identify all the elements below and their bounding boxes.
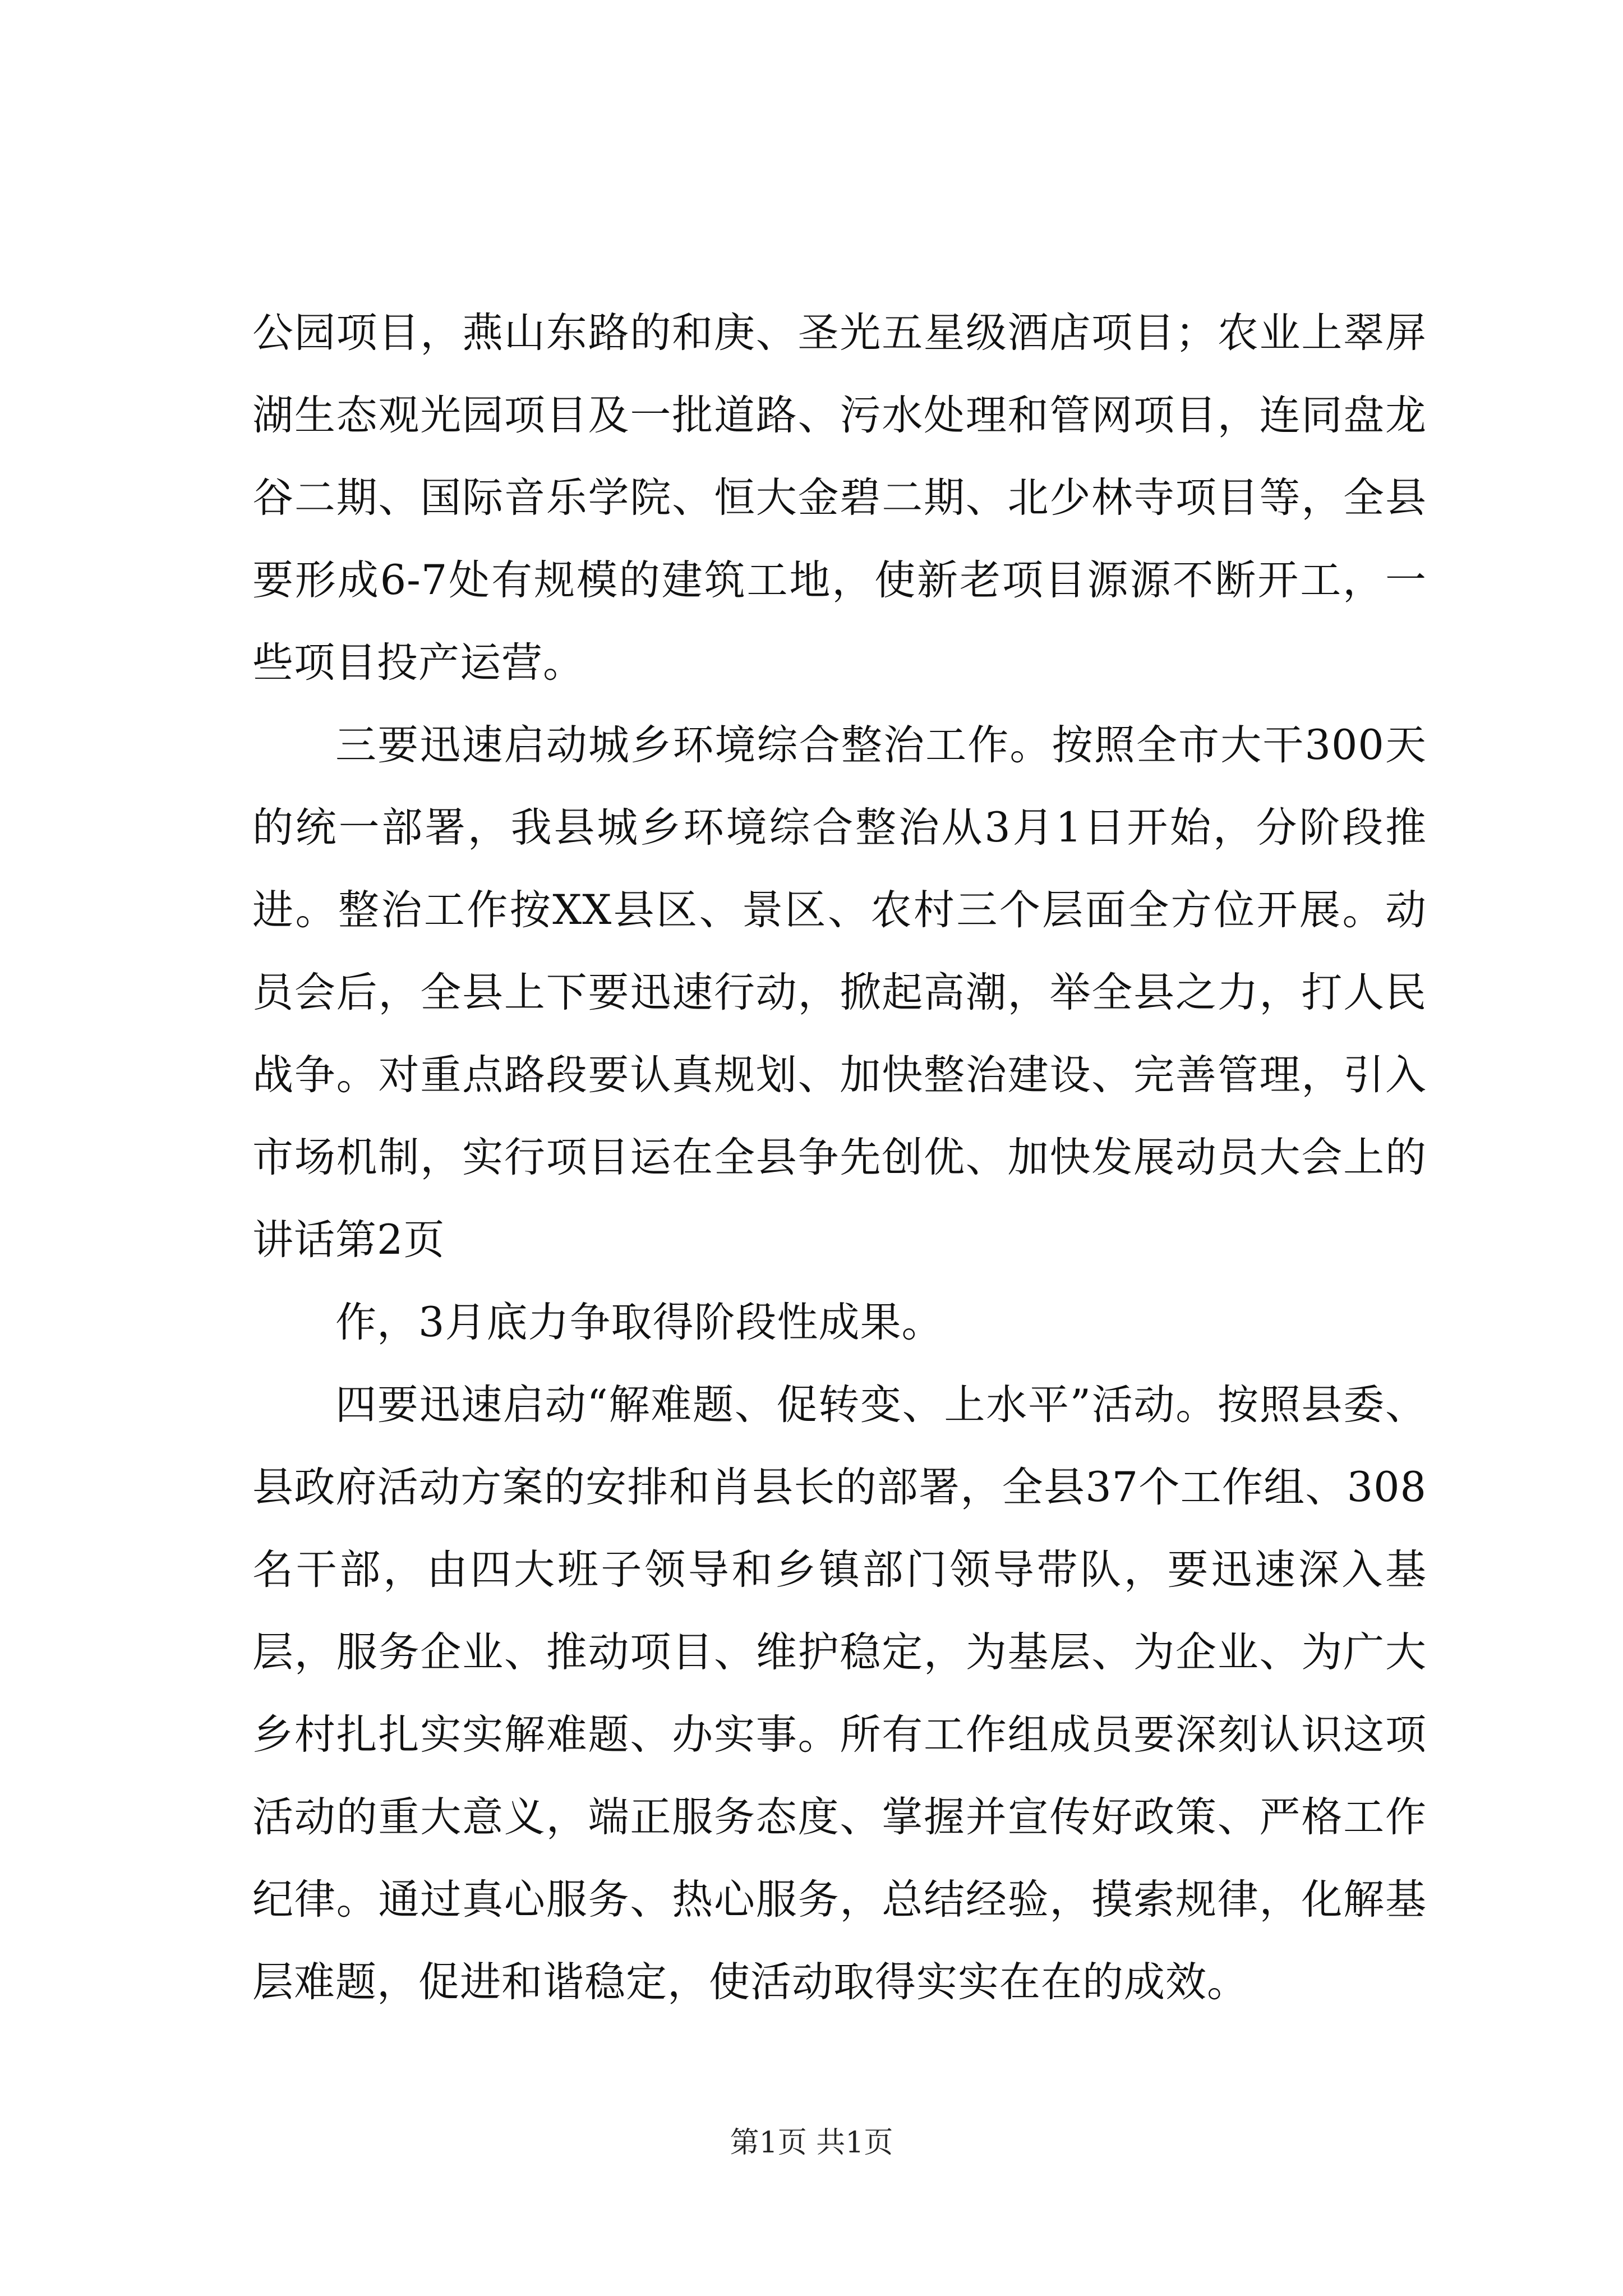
- paragraph-solve-problems-activity: 四要迅速启动“解难题、促转变、上水平”活动。按照县委、县政府活动方案的安排和肖县长的部署，全县37个工作组、308名干部，由四大班子领导和乡镇部门领导带队，要迅速深入基层，服务企业、推动项目、维护稳定，为基层、为企业、为广大乡村扎扎实实解难题、办实事。所有工作组成员要深刻认识这项活动的重大意义，端正服务态度、掌握并宣传好政策、严格工作纪律。通过真心服务、热心服务，总结经验，摸索规律，化解基层难题，促进和谐稳定，使活动取得实实在在的成效。: [252, 1381, 1427, 2006]
- paragraph-projects: 公园项目，燕山东路的和庚、圣光五星级酒店项目；农业上翠屏湖生态观光园项目及一批道路、污水处理和管网项目，连同盘龙谷二期、国际音乐学院、恒大金碧二期、北少林寺项目等，全县要形成6-7处有规模的建筑工地，使新老项目源源不断开工，一些项目投产运营。: [252, 309, 1427, 687]
- document-body: [252, 292, 1427, 2023]
- paragraph-phase-results: 作，3月底力争取得阶段性成果。: [335, 1299, 943, 1346]
- page-number-footer: 第1页 共1页: [730, 2126, 893, 2160]
- paragraph-environment-renovation: 三要迅速启动城乡环境综合整治工作。按照全市大干300天的统一部署，我县城乡环境综合整治从3月1日开始，分阶段推进。整治工作按XX县区、景区、农村三个层面全方位开展。动员会后，全县上下要迅速行动，掀起高潮，举全县之力，打人民战争。对重点路段要认真规划、加快整治建设、完善管理，引入市场机制，实行项目运在全县争先创优、加快发展动员大会上的讲话第2页: [252, 721, 1427, 1264]
